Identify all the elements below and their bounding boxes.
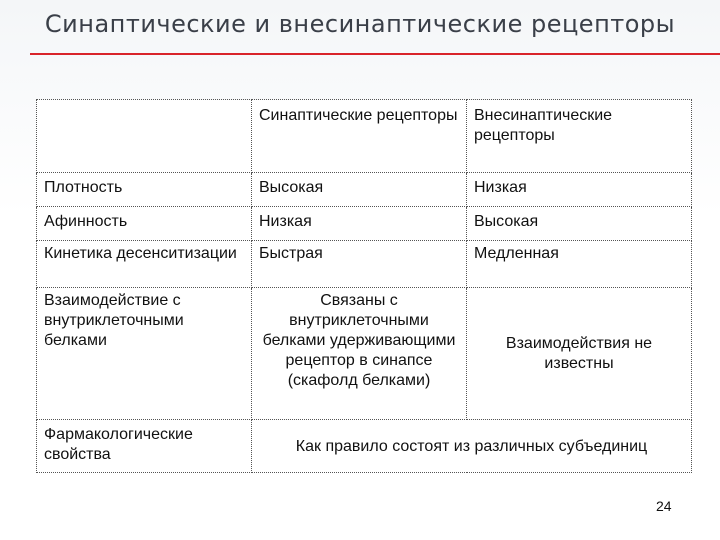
extrasynaptic-value: Высокая <box>467 207 692 241</box>
table-header-row <box>37 100 692 173</box>
table-row <box>37 420 692 473</box>
row-label: Афинность <box>37 207 252 241</box>
merged-value: Как правило состоят из различных субъединиц <box>252 420 692 473</box>
extrasynaptic-value: Низкая <box>467 173 692 207</box>
page-number: 24 <box>656 498 672 514</box>
row-label: Фармакологические свойства <box>37 420 252 473</box>
table-row <box>37 241 692 288</box>
header-synaptic: Синаптические рецепторы <box>252 100 467 173</box>
title-divider <box>30 53 720 55</box>
header-extrasynaptic: Внесинаптические рецепторы <box>467 100 692 173</box>
slide-title: Синаптические и внесинаптические рецепторы <box>44 10 676 38</box>
row-label: Плотность <box>37 173 252 207</box>
row-label: Кинетика десенситизации <box>37 241 252 288</box>
table-row <box>37 288 692 420</box>
extrasynaptic-value: Взаимодействия не известны <box>467 288 692 420</box>
header-blank-cell <box>37 100 252 173</box>
synaptic-value: Связаны с внутриклеточными белками удерживающими рецептор в синапсе (скафолд белками) <box>252 288 467 420</box>
synaptic-value: Низкая <box>252 207 467 241</box>
comparison-table <box>36 99 692 473</box>
synaptic-value: Быстрая <box>252 241 467 288</box>
synaptic-value: Высокая <box>252 173 467 207</box>
table-row <box>37 207 692 241</box>
row-label: Взаимодействие с внутриклеточными белками <box>37 288 252 420</box>
table-row <box>37 173 692 207</box>
extrasynaptic-value: Медленная <box>467 241 692 288</box>
